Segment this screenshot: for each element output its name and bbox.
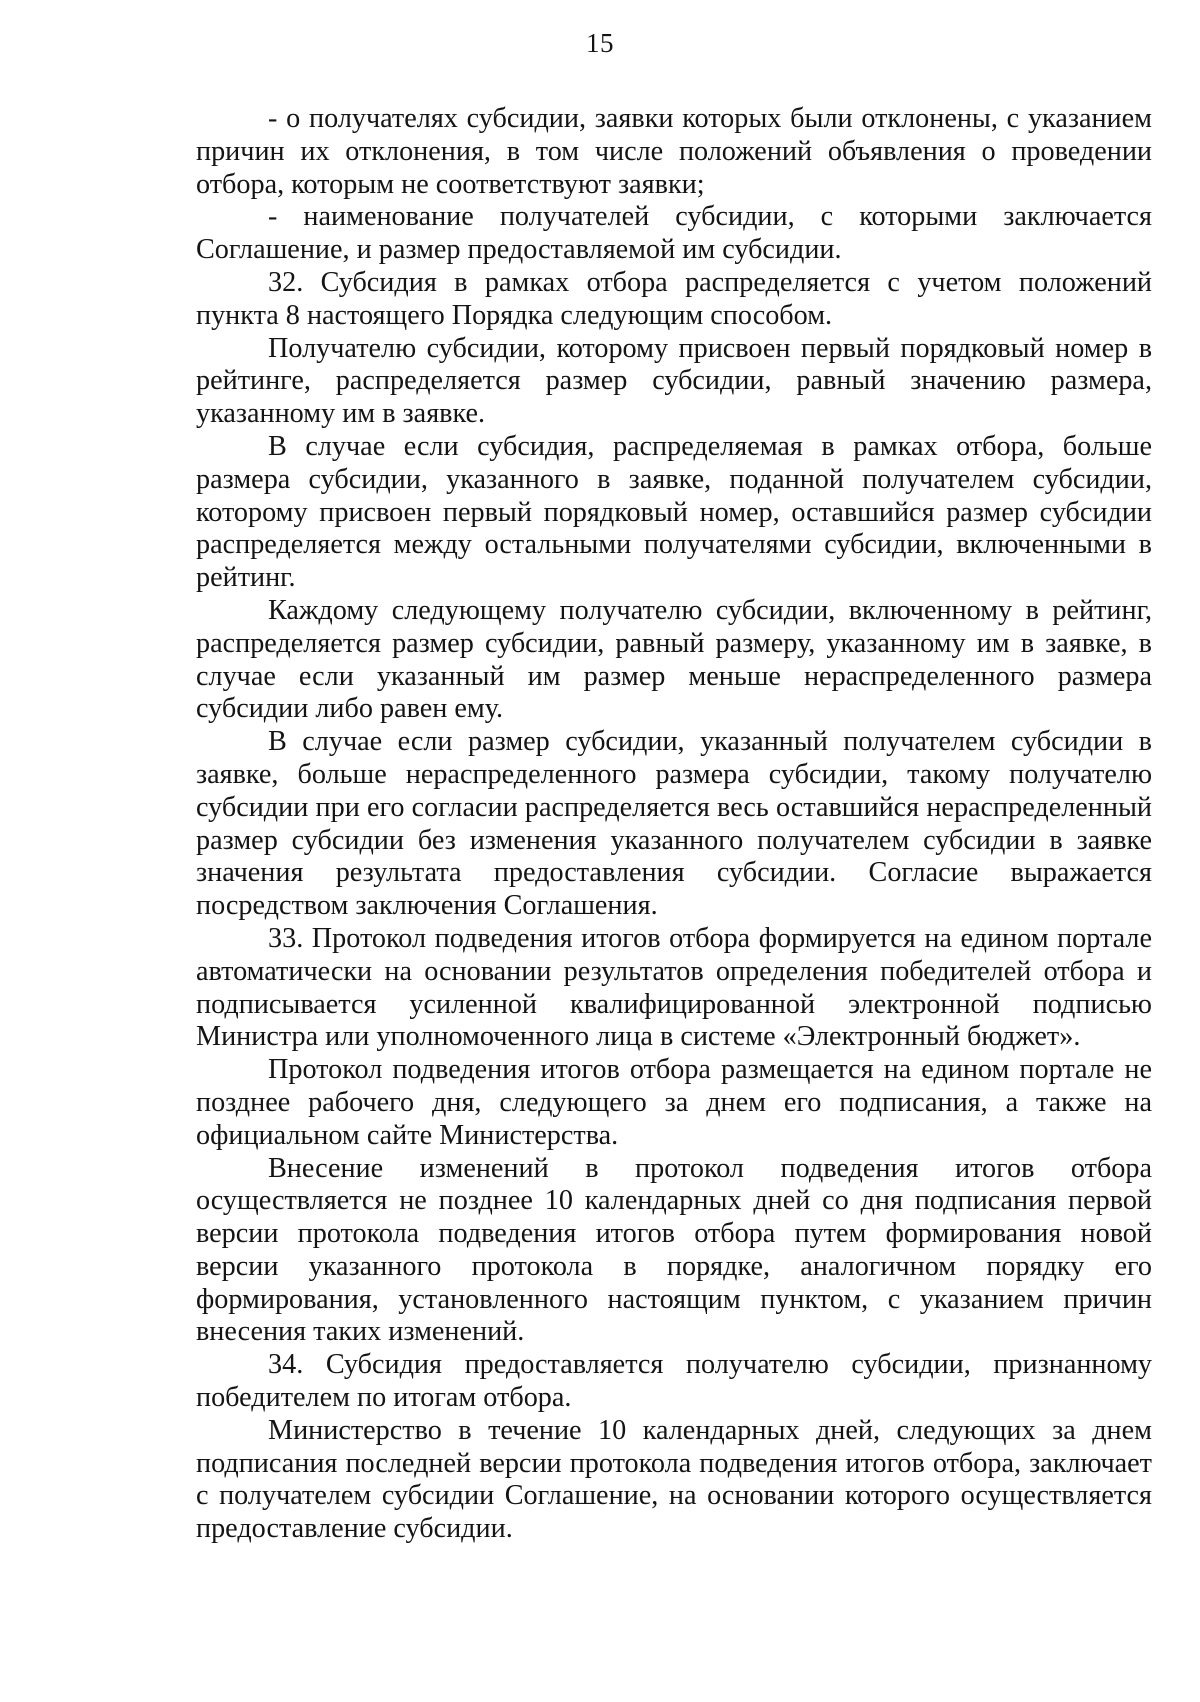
paragraph-item-34: 34. Субсидия предоставляется получателю субсидии, признанному победителем по итогам отбора. bbox=[196, 1349, 1152, 1414]
paragraph-item-32: 32. Субсидия в рамках отбора распределяется с учетом положений пункта 8 настоящего Порядка следующим способом. bbox=[196, 266, 1152, 331]
paragraph-remaining-distribution: В случае если субсидия, распределяемая в рамках отбора, больше размера субсидии, указанного в заявке, поданной получателем субсидии, которому присвоен первый порядковый номер, оставшийся размер субсидии распределяется между остальными получателями субсидии, включенными в рейтинг. bbox=[196, 430, 1152, 594]
paragraph-protocol-publication: Протокол подведения итогов отбора размещается на едином портале не позднее рабочего дня, следующего за днем его подписания, а также на официальном сайте Министерства. bbox=[196, 1054, 1152, 1151]
document-body bbox=[196, 103, 1152, 1546]
paragraph-next-recipient: Каждому следующему получателю субсидии, включенному в рейтинг, распределяется размер субсидии, равный размеру, указанному им в заявке, в случае если указанный им размер меньше нераспределенного размера субсидии либо равен ему. bbox=[196, 594, 1152, 725]
paragraph-rejected-recipients: - о получателях субсидии, заявки которых были отклонены, с указанием причин их отклонения, в том числе положений объявления о проведении отбора, которым не соответствуют заявки; bbox=[196, 103, 1152, 200]
paragraph-first-rank-recipient: Получателю субсидии, которому присвоен первый порядковый номер в рейтинге, распределяется размер субсидии, равный значению размера, указанному им в заявке. bbox=[196, 332, 1152, 430]
paragraph-larger-request: В случае если размер субсидии, указанный получателем субсидии в заявке, больше нераспределенного размера субсидии, такому получателю субсидии при его согласии распределяется весь оставшийся нераспределенный размер субсидии без изменения указанного получателем субсидии в заявке значения результата предоставления субсидии. Согласие выражается посредством заключения Соглашения. bbox=[196, 726, 1152, 922]
paragraph-recipient-names: - наименование получателей субсидии, с которыми заключается Соглашение, и размер предоставляемой им субсидии. bbox=[196, 201, 1152, 266]
page-number: 15 bbox=[586, 28, 614, 58]
paragraph-item-33: 33. Протокол подведения итогов отбора формируется на едином портале автоматически на основании результатов определения победителей отбора и подписывается усиленной квалифицированной электронной подписью Министра или уполномоченного лица в системе «Электронный бюджет». bbox=[196, 922, 1152, 1053]
paragraph-protocol-changes: Внесение изменений в протокол подведения итогов отбора осуществляется не позднее 10 календарных дней со дня подписания первой версии протокола подведения итогов отбора путем формирования новой версии указанного протокола в порядке, аналогичном порядку его формирования, установленного настоящим пунктом, с указанием причин внесения таких изменений. bbox=[196, 1152, 1152, 1348]
paragraph-agreement-conclusion: Министерство в течение 10 календарных дней, следующих за днем подписания последней версии протокола подведения итогов отбора, заключает с получателем субсидии Соглашение, на основании которого осуществляется предоставление субсидии. bbox=[196, 1414, 1152, 1545]
